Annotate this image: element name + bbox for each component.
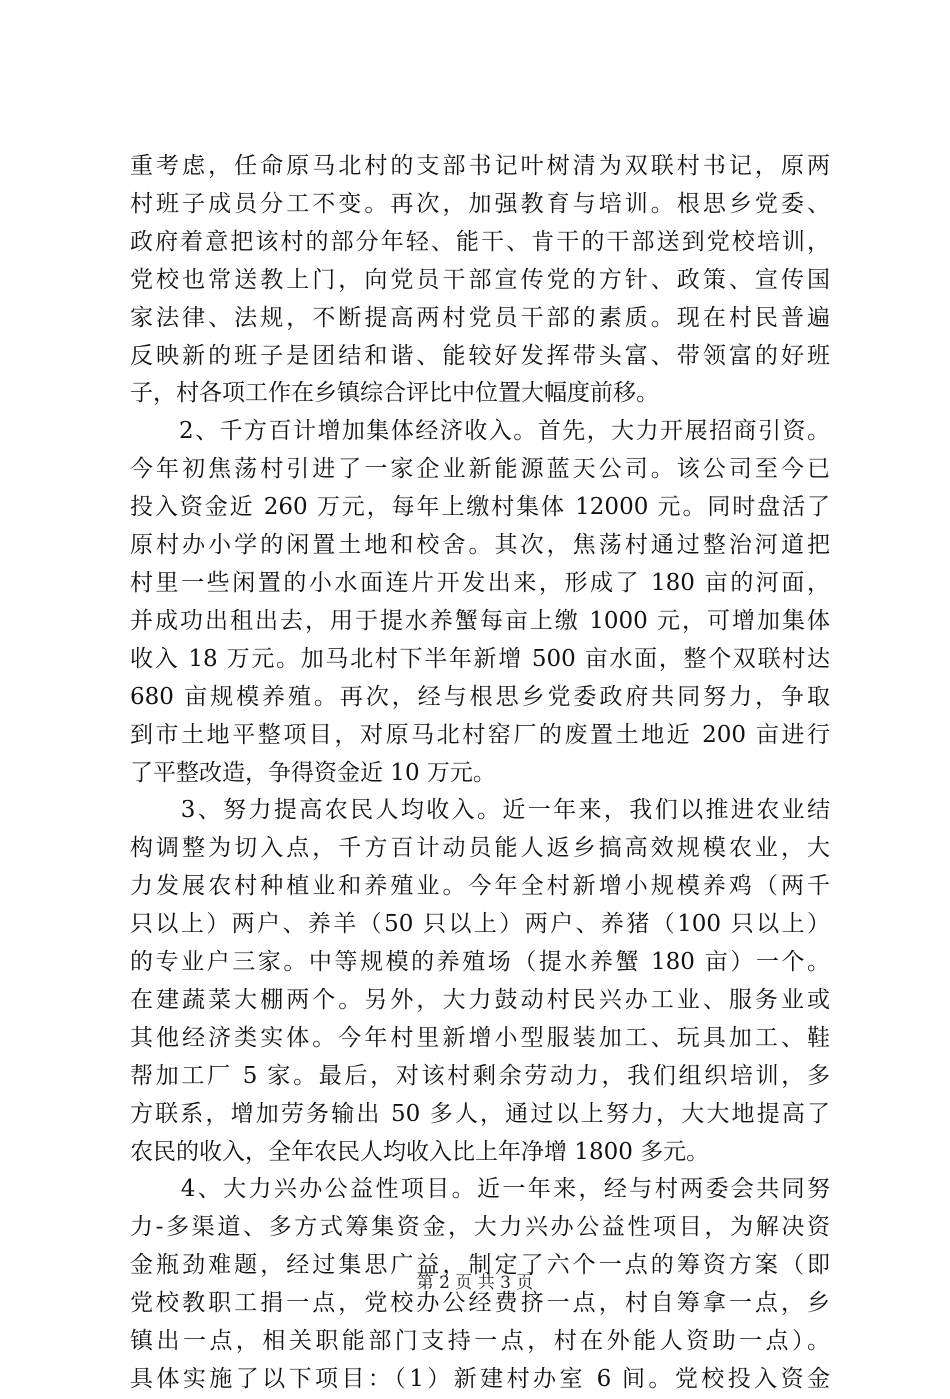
text-line: 力-多渠道、多方式筹集资金，大力兴办公益性项目，为解决资 xyxy=(130,1214,830,1241)
text-line: 方联系，增加劳务输出 50 多人，通过以上努力，大大地提高了 xyxy=(130,1100,830,1127)
paragraph-start-line: 2、千方百计增加集体经济收入。首先，大力开展招商引资。 xyxy=(130,418,830,445)
text-line: 政府着意把该村的部分年轻、能干、肯干的干部送到党校培训， xyxy=(130,228,830,255)
text-line: 镇出一点，相关职能部门支持一点，村在外能人资助一点）。 xyxy=(130,1328,830,1355)
text-line: 力发展农村种植业和养殖业。今年全村新增小规模养鸡（两千 xyxy=(130,873,830,900)
text-line: 构调整为切入点，千方百计动员能人返乡搞高效规模农业，大 xyxy=(130,835,830,862)
paragraph-start-line: 4、大力兴办公益性项目。近一年来，经与村两委会共同努 xyxy=(130,1176,830,1203)
text-line: 只以上）两户、养羊（50 只以上）两户、养猪（100 只以上） xyxy=(130,911,830,938)
text-line: 的专业户三家。中等规模的养殖场（提水养蟹 180 亩）一个。 xyxy=(130,949,830,976)
text-line: 收入 18 万元。加马北村下半年新增 500 亩水面，整个双联村达 xyxy=(130,645,830,672)
text-line: 党校教职工捐一点，党校办公经费挤一点，村自筹拿一点，乡 xyxy=(130,1290,830,1317)
text-line: 原村办小学的闲置土地和校舍。其次，焦荡村通过整治河道把 xyxy=(130,532,830,559)
text-line: 重考虑，任命原马北村的支部书记叶树清为双联村书记，原两 xyxy=(130,153,830,179)
text-line: 投入资金近 260 万元，每年上缴村集体 12000 元。同时盘活了 xyxy=(130,494,830,521)
text-line: 今年初焦荡村引进了一家企业新能源蓝天公司。该公司至今已 xyxy=(130,456,830,483)
page-footer xyxy=(0,1268,950,1293)
text-line: 帮加工厂 5 家。最后，对该村剩余劳动力，我们组织培训，多 xyxy=(130,1062,830,1089)
text-line: 在建蔬菜大棚两个。另外，大力鼓动村民兴办工业、服务业或 xyxy=(130,986,830,1013)
text-line: 680 亩规模养殖。再次，经与根思乡党委政府共同努力，争取 xyxy=(130,683,830,710)
text-line: 到市土地平整项目，对原马北村窑厂的废置土地近 200 亩进行 xyxy=(130,721,830,748)
paragraph-start-line: 3、努力提高农民人均收入。近一年来，我们以推进农业结 xyxy=(130,797,830,824)
text-line: 反映新的班子是团结和谐、能较好发挥带头富、带领富的好班 xyxy=(130,342,830,369)
paragraph-end-line: 农民的收入，全年农民人均收入比上年净增 1800 多元。 xyxy=(130,1138,710,1165)
document-body xyxy=(130,148,830,1399)
page-number-label: 第 2 页 共 3 页 xyxy=(416,1273,534,1293)
text-line: 并成功出租出去，用于提水养蟹每亩上缴 1000 元，可增加集体 xyxy=(130,607,830,634)
text-line: 党校也常送教上门，向党员干部宣传党的方针、政策、宣传国 xyxy=(130,266,830,293)
text-line: 家法律、法规，不断提高两村党员干部的素质。现在村民普遍 xyxy=(130,304,830,331)
paragraph-end-line: 了平整改造，争得资金近 10 万元。 xyxy=(130,759,496,786)
paragraph-end-line: 子，村各项工作在乡镇综合评比中位置大幅度前移。 xyxy=(130,380,659,407)
text-line: 村里一些闲置的小水面连片开发出来，形成了 180 亩的河面， xyxy=(130,569,830,596)
text-line: 村班子成员分工不变。再次，加强教育与培训。根思乡党委、 xyxy=(130,190,830,217)
text-line: 具体实施了以下项目：（1）新建村办室 6 间。党校投入资金 xyxy=(130,1366,830,1392)
text-line: 其他经济类实体。今年村里新增小型服装加工、玩具加工、鞋 xyxy=(130,1024,830,1051)
text-line: 金瓶劲难题，经过集思广益，制定了六个一点的筹资方案（即 xyxy=(130,1252,830,1279)
